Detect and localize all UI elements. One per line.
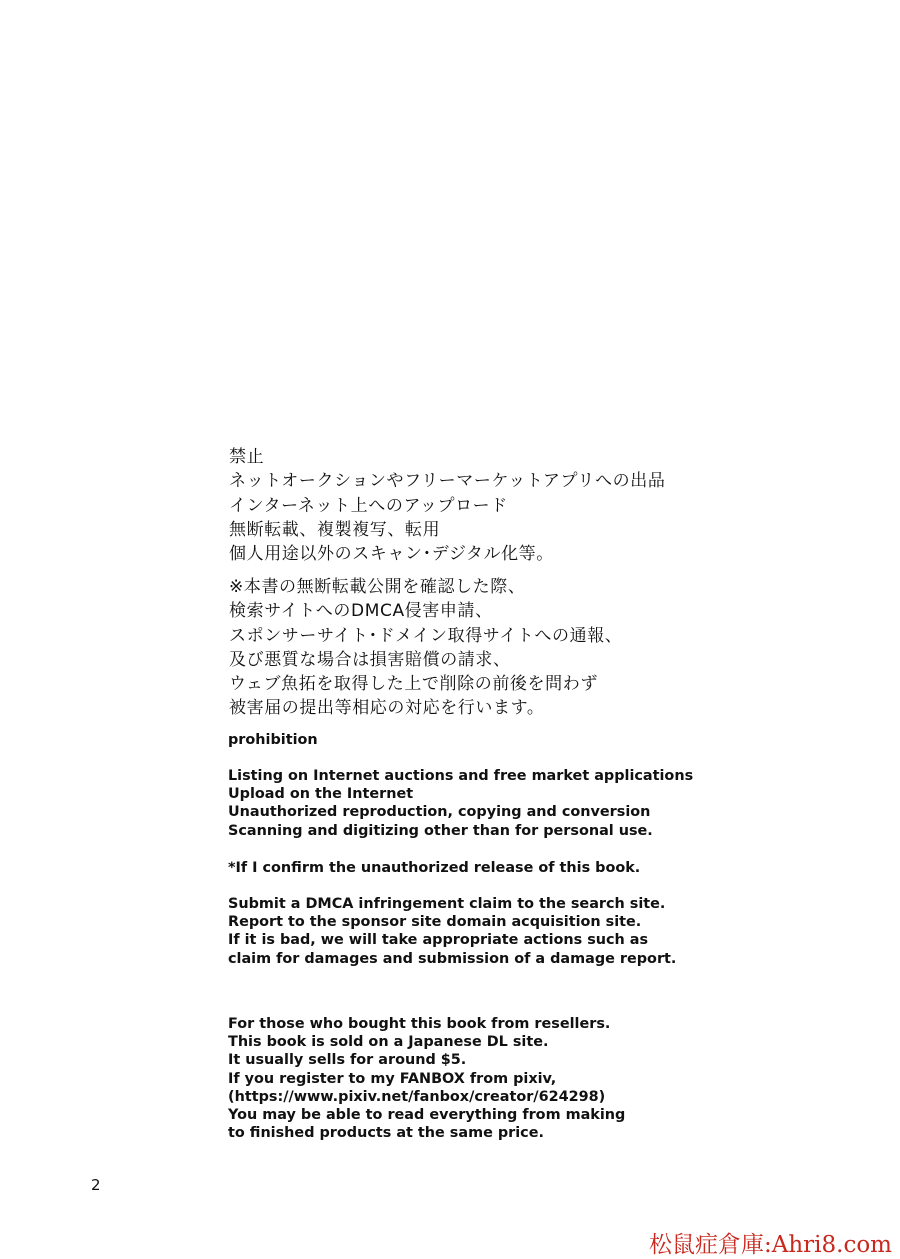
jp-prohibition-notice	[229, 445, 665, 566]
en-resellers-line: This book is sold on a Japanese DL site.	[228, 1034, 549, 1051]
jp-prohibition-line: ネットオークションやフリーマーケットアプリへの出品	[229, 471, 666, 492]
en-actions-line: If it is bad, we will take appropriate actions such as	[228, 932, 649, 949]
en-prohibition-heading: prohibition	[228, 732, 318, 748]
jp-prohibition-line: インターネット上へのアップロード	[229, 495, 508, 516]
jp-notice-line: 検索サイトへのDMCA侵害申請、	[229, 601, 493, 622]
en-resellers-line: You may be able to read everything from making	[228, 1107, 626, 1124]
jp-enforcement-notice	[229, 575, 622, 721]
en-prohibition-line: Upload on the Internet	[228, 786, 414, 803]
en-prohibition-line: Scanning and digitizing other than for personal use.	[228, 822, 653, 839]
jp-prohibition-line: 個人用途以外のスキャン･デジタル化等。	[229, 544, 554, 565]
en-resellers-url: (https://www.pixiv.net/fanbox/creator/624298)	[228, 1088, 606, 1105]
en-resellers-line: For those who bought this book from resellers.	[228, 1016, 611, 1032]
jp-notice-line: スポンサーサイト･ドメイン取得サイトへの通報、	[229, 625, 623, 646]
en-actions-line: Report to the sponsor site domain acquisition site.	[228, 914, 642, 931]
jp-notice-line: ※本書の無断転載公開を確認した際、	[229, 577, 526, 597]
page-number: 2	[91, 1176, 101, 1194]
en-prohibition-line: Unauthorized reproduction, copying and conversion	[228, 804, 651, 821]
en-prohibition-line: Listing on Internet auctions and free market applications	[228, 768, 694, 784]
en-resellers-line: If you register to my FANBOX from pixiv,	[228, 1070, 557, 1087]
en-resellers-line: to finished products at the same price.	[228, 1125, 544, 1142]
en-resellers-line: It usually sells for around $5.	[228, 1052, 467, 1069]
en-prohibition-list	[228, 767, 693, 840]
en-confirm-note: *If I confirm the unauthorized release of this book.	[228, 860, 641, 876]
en-resellers-note	[228, 1015, 625, 1142]
jp-notice-line: 及び悪質な場合は損害賠償の請求、	[229, 649, 511, 670]
en-actions-line: Submit a DMCA infringement claim to the search site.	[228, 896, 666, 912]
jp-prohibition-title: 禁止	[229, 447, 265, 467]
jp-prohibition-line: 無断転載、複製複写、転用	[229, 519, 441, 540]
jp-notice-line: 被害届の提出等相応の対応を行います。	[229, 698, 545, 719]
jp-notice-line: ウェブ魚拓を取得した上で削除の前後を問わず	[229, 674, 598, 695]
watermark: 松鼠症倉庫:Ahri8.com	[648, 1232, 892, 1258]
en-actions-list	[228, 895, 676, 968]
en-actions-line: claim for damages and submission of a damage report.	[228, 950, 677, 967]
